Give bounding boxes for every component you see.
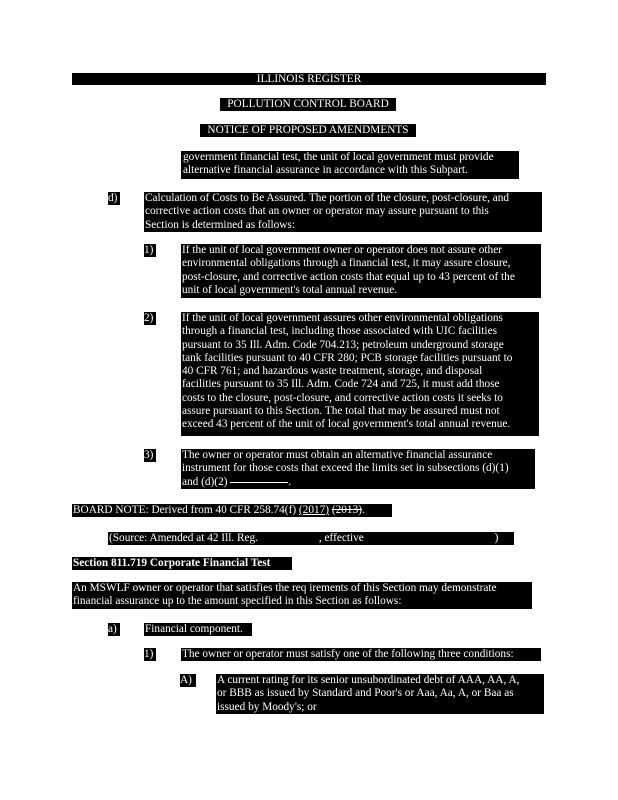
item-d3-text (181, 449, 535, 489)
item-d1-line-3: post-closure, and corrective action costs that equal up to 43 percent of the (182, 270, 515, 283)
item-d2-line-7: costs to the closure, post-closure, and corrective action costs it seeks to (182, 391, 503, 404)
register-title-text: ILLINOIS REGISTER (256, 73, 362, 85)
board-note-old-year: (2013) (331, 504, 362, 516)
subsection-d-label: d) (108, 192, 120, 205)
source-line: (Source: Amended at 42 Ill. Reg. , effective ) (108, 532, 514, 545)
item-a1a-line-2: or BBB as issued by Standard and Poor's or Aaa, Aa, A, or Baa as (217, 687, 514, 700)
board-note: BOARD NOTE: Derived from 40 CFR 258.74(f) (2017) (2013). (72, 504, 392, 517)
item-d1-label: 1) (144, 244, 156, 257)
source-prefix: (Source: Amended at 42 Ill. Reg. (109, 532, 259, 544)
continuation-paragraph (181, 151, 519, 179)
item-a1-label: 1) (144, 648, 156, 661)
item-d1-line-2: environmental obligations through a financial test, it may assure closure, (182, 257, 511, 270)
insertion-mark (230, 482, 288, 483)
item-d2-text (181, 312, 539, 436)
item-d2-line-6: facilities pursuant to 35 Ill. Adm. Code 724 and 725, it must add those (182, 378, 500, 391)
subsection-d-line-1: Calculation of Costs to Be Assured. The portion of the closure, post-closure, and (145, 192, 510, 204)
continuation-line-2: alternative financial assurance in accordance with this Subpart. (183, 164, 468, 177)
board-note-prefix: BOARD NOTE: Derived from 40 CFR 258.74(f) (73, 504, 299, 516)
item-d2-line-4: tank facilities pursuant to 40 CFR 280; PCB storage facilities pursuant to (182, 351, 513, 364)
item-d2-line-5: 40 CFR 761; and hazardous waste treatment, storage, and disposal (182, 365, 483, 378)
item-d2-line-3: pursuant to 35 Ill. Adm. Code 704.213; petroleum underground storage (182, 338, 504, 351)
section-title-text: Section 811.719 Corporate Financial Test (73, 557, 271, 569)
item-d3-label: 3) (144, 449, 156, 462)
item-d2-line-8: assure pursuant to this Section. The total that may be assured must not (182, 405, 500, 418)
notice-title (200, 124, 416, 137)
board-note-new-year: (2017) (298, 504, 330, 516)
item-d1-text (181, 244, 541, 298)
item-a1a-label: A) (180, 674, 196, 687)
item-a1a-line-1: A current rating for its senior unsubordinated debt of AAA, AA, A, (217, 674, 520, 686)
continuation-line-1: government financial test, the unit of local government must provide (183, 151, 494, 163)
subsection-d-line-2: corrective action costs that an owner or operator may assure pursuant to this (145, 205, 489, 218)
item-d2-line-1: If the unit of local government assures other environmental obligations (182, 312, 503, 324)
subsection-d-line-3: Section is determined as follows: (145, 218, 295, 231)
subsection-a-label: a) (108, 623, 120, 636)
intro-paragraph (72, 582, 532, 609)
board-title-text: POLLUTION CONTROL BOARD (227, 98, 389, 110)
source-effective: , effective (318, 532, 364, 544)
notice-title-text: NOTICE OF PROPOSED AMENDMENTS (207, 124, 409, 136)
item-d3-line-2: instrument for those costs that exceed the limits set in subsections (d)(1) (182, 462, 509, 475)
item-a1a-text (216, 674, 544, 714)
intro-line-1: An MSWLF owner or operator that satisfies the req irements of this Section may demonstrate (73, 582, 497, 594)
board-title (220, 98, 396, 111)
item-d2-line-2: through a financial test, including those associated with UIC facilities (182, 325, 497, 338)
item-a1-text: The owner or operator must satisfy one of the following three conditions: (181, 648, 541, 661)
item-d1-line-4: unit of local government's total annual revenue. (182, 283, 398, 296)
section-title (72, 557, 292, 570)
item-a1a-line-3: issued by Moody's; or (217, 700, 317, 713)
subsection-d-text (144, 192, 542, 232)
item-d3-line-3: and (d)(2) . (182, 475, 292, 488)
item-d2-line-9: exceed 43 percent of the unit of local government's total annual revenue. (182, 418, 511, 431)
subsection-a-text: Financial component. (144, 623, 252, 636)
item-d1-line-1: If the unit of local government owner or operator does not assure other (182, 244, 502, 256)
intro-line-2: financial assurance up to the amount specified in this Section as follows: (73, 595, 402, 608)
register-title (72, 73, 546, 85)
item-d2-label: 2) (144, 312, 156, 325)
item-d3-line-1: The owner or operator must obtain an alternative financial assurance (182, 449, 493, 461)
